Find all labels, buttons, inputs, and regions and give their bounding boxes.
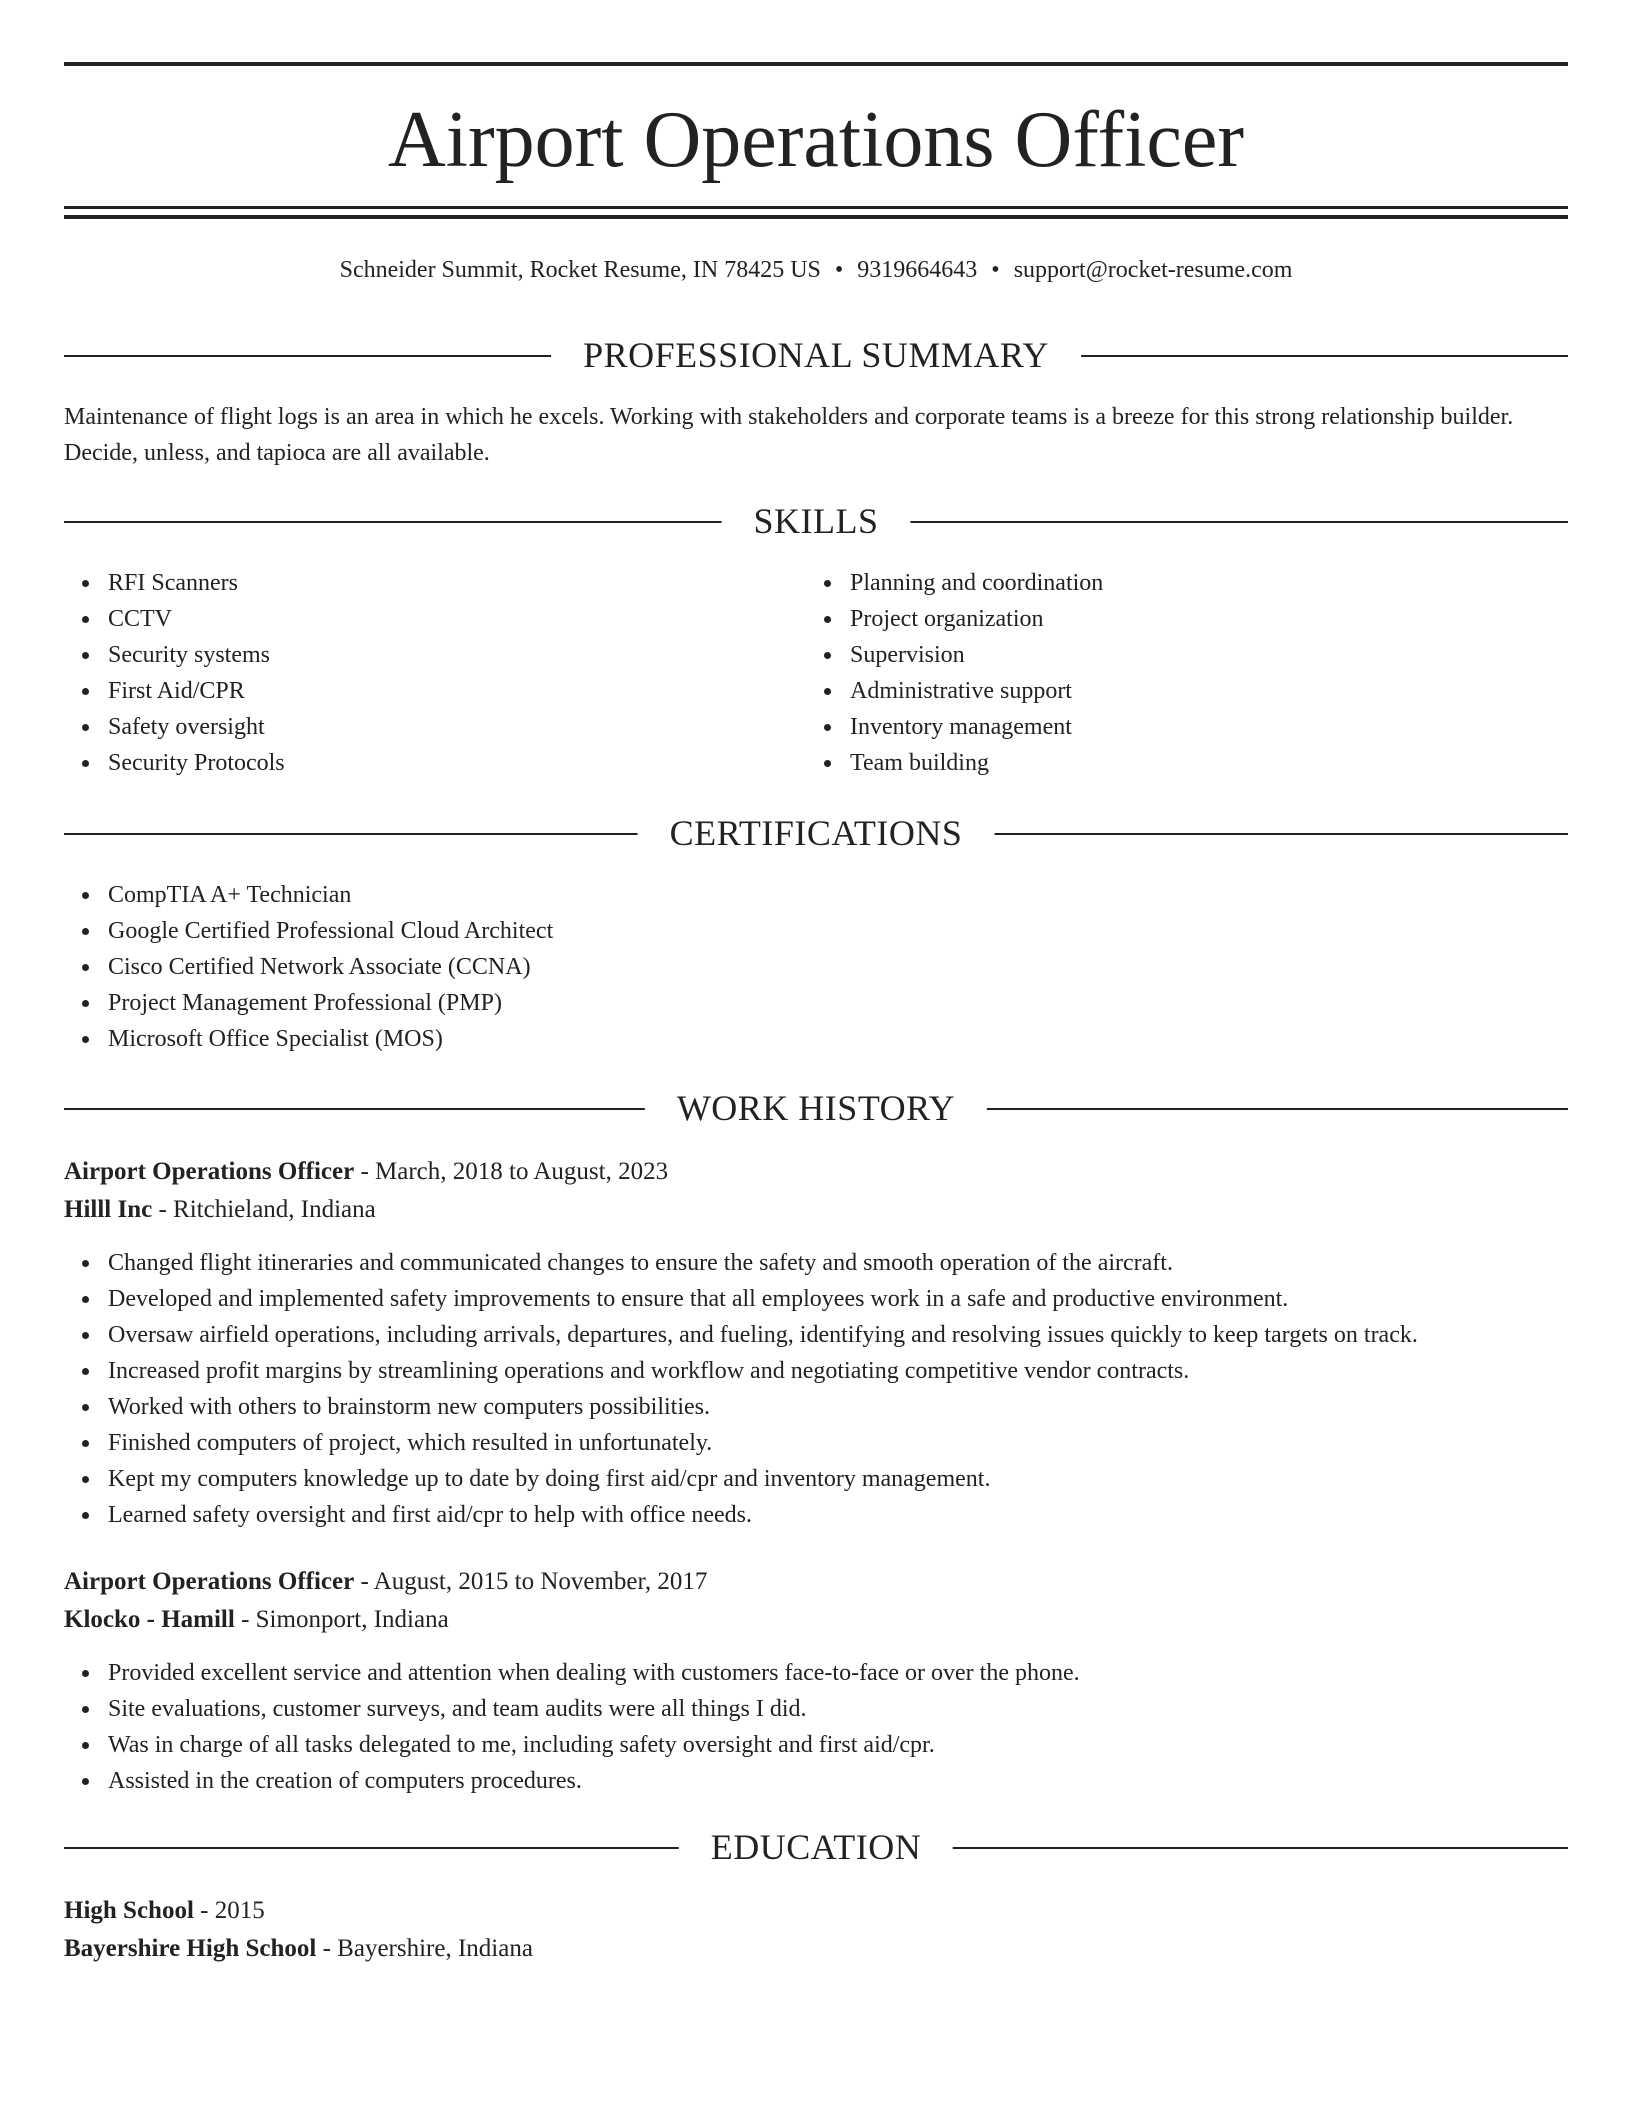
job-title-line — [64, 1563, 1568, 1601]
job-entry — [64, 1563, 1568, 1799]
work-heading — [64, 1083, 1568, 1133]
job-company-line — [64, 1191, 1568, 1229]
job-location: - Ritchieland, Indiana — [152, 1196, 376, 1223]
summary-text: Maintenance of flight logs is an area in which he excels. Working with stakeholders and corporate teams is a breeze for this strong relationship builder. Decide, unless, and tapioca are all available. — [64, 404, 1514, 466]
contact-phone: 9319664643 — [857, 257, 978, 283]
skill-item: First Aid/CPR — [64, 673, 806, 709]
job-company: Klocko - Hamill — [64, 1606, 235, 1633]
job-bullet: Worked with others to brainstorm new computers possibilities. — [64, 1389, 1568, 1425]
title-rule-lower — [64, 215, 1568, 219]
skill-item: Security Protocols — [64, 745, 806, 781]
education-degree: High School — [64, 1897, 194, 1924]
certification-item: Project Management Professional (PMP) — [64, 985, 1568, 1021]
skill-item: Team building — [806, 745, 1548, 781]
education-year: - 2015 — [193, 1897, 265, 1924]
job-dates: - March, 2018 to August, 2023 — [354, 1158, 669, 1185]
job-bullet: Assisted in the creation of computers procedures. — [64, 1763, 1568, 1799]
job-title-line — [64, 1153, 1568, 1191]
top-rule — [64, 62, 1568, 66]
job-bullets — [64, 1245, 1568, 1533]
job-dates: - August, 2015 to November, 2017 — [354, 1568, 708, 1595]
skill-item: CCTV — [64, 601, 806, 637]
summary-section — [64, 399, 1568, 471]
job-bullet: Kept my computers knowledge up to date by doing first aid/cpr and inventory management. — [64, 1461, 1568, 1497]
education-heading-label: EDUCATION — [679, 1826, 953, 1868]
job-title: Airport Operations Officer — [64, 1568, 355, 1595]
job-bullet: Learned safety oversight and first aid/cpr to help with office needs. — [64, 1497, 1568, 1533]
skills-heading-label: SKILLS — [721, 500, 910, 542]
resume-title: Airport Operations Officer — [387, 96, 1244, 184]
job-bullets — [64, 1655, 1568, 1799]
certifications-list — [64, 877, 1568, 1057]
contact-line — [0, 254, 1632, 286]
education-degree-line — [64, 1892, 1568, 1930]
contact-address: Schneider Summit, Rocket Resume, IN 78425 US — [339, 257, 821, 283]
job-company: Hilll Inc — [64, 1196, 153, 1223]
job-title: Airport Operations Officer — [64, 1158, 355, 1185]
job-bullet: Oversaw airfield operations, including arrivals, departures, and fueling, identifying and resolving issues quickly to keep targets on track. — [64, 1317, 1568, 1353]
job-bullet: Site evaluations, customer surveys, and team audits were all things I did. — [64, 1691, 1568, 1727]
title-rule-upper — [64, 206, 1568, 209]
job-company-line — [64, 1601, 1568, 1639]
certification-item: Google Certified Professional Cloud Architect — [64, 913, 1568, 949]
contact-separator: • — [834, 257, 844, 283]
skill-item: RFI Scanners — [64, 565, 806, 601]
education-section — [64, 1892, 1568, 1968]
job-bullet: Developed and implemented safety improvements to ensure that all employees work in a safe and productive environment. — [64, 1281, 1568, 1317]
education-location: - Bayershire, Indiana — [316, 1935, 533, 1962]
certifications-heading-label: CERTIFICATIONS — [638, 812, 995, 854]
job-bullet: Changed flight itineraries and communicated changes to ensure the safety and smooth operation of the aircraft. — [64, 1245, 1568, 1281]
job-entry — [64, 1153, 1568, 1533]
certification-item: Microsoft Office Specialist (MOS) — [64, 1021, 1568, 1057]
job-bullet: Was in charge of all tasks delegated to me, including safety oversight and first aid/cpr. — [64, 1727, 1568, 1763]
skill-item: Supervision — [806, 637, 1548, 673]
job-bullet: Finished computers of project, which resulted in unfortunately. — [64, 1425, 1568, 1461]
skills-list-right — [806, 565, 1548, 781]
certifications-heading — [64, 808, 1568, 858]
certification-item: Cisco Certified Network Associate (CCNA) — [64, 949, 1568, 985]
contact-separator: • — [991, 257, 1000, 283]
skill-item: Planning and coordination — [806, 565, 1548, 601]
summary-heading — [64, 330, 1568, 380]
job-bullet: Increased profit margins by streamlining operations and workflow and negotiating competitive vendor contracts. — [64, 1353, 1568, 1389]
job-bullet: Provided excellent service and attention when dealing with customers face-to-face or over the phone. — [64, 1655, 1568, 1691]
skill-item: Administrative support — [806, 673, 1548, 709]
summary-heading-label: PROFESSIONAL SUMMARY — [551, 334, 1081, 376]
education-school-line — [64, 1930, 1568, 1968]
skill-item: Security systems — [64, 637, 806, 673]
skills-list-left — [64, 565, 806, 781]
job-location: - Simonport, Indiana — [234, 1606, 449, 1633]
skill-item: Project organization — [806, 601, 1548, 637]
skill-item: Safety oversight — [64, 709, 806, 745]
skill-item: Inventory management — [806, 709, 1548, 745]
contact-email: support@rocket-resume.com — [1013, 257, 1293, 283]
certification-item: CompTIA A+ Technician — [64, 877, 1568, 913]
education-heading — [64, 1822, 1568, 1872]
certifications-section — [64, 877, 1568, 1057]
skills-heading — [64, 496, 1568, 546]
work-heading-label: WORK HISTORY — [645, 1087, 987, 1129]
education-school: Bayershire High School — [64, 1935, 317, 1962]
skills-section — [64, 565, 1568, 781]
